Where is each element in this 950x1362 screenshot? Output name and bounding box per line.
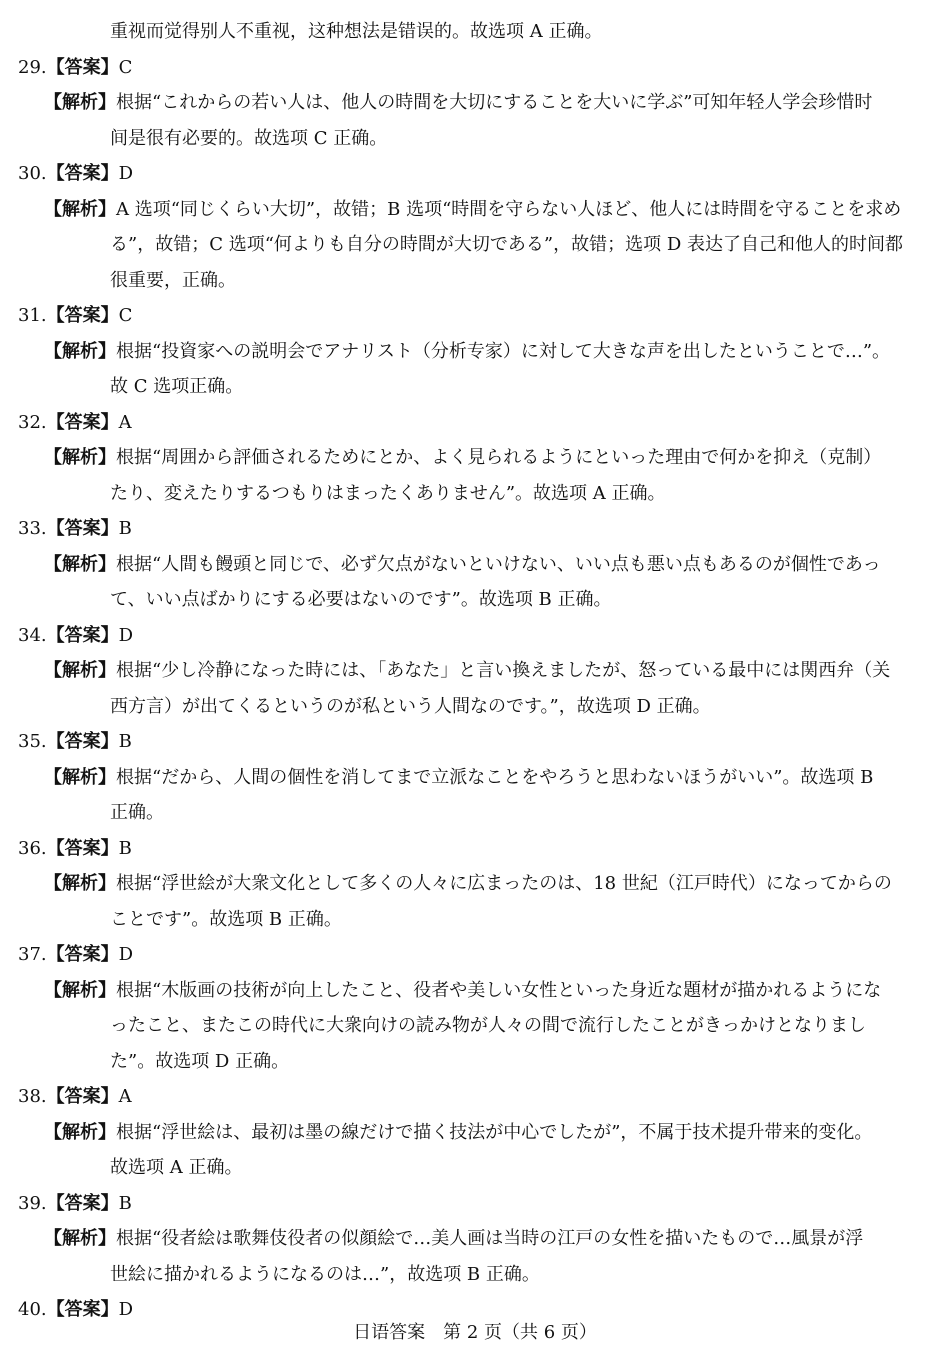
explanation-line [0, 866, 950, 902]
answer-line [0, 937, 950, 973]
answer-label: 【答案】 [46, 1192, 119, 1214]
answer-label: 【答案】 [46, 837, 119, 859]
answer-line [0, 1186, 950, 1222]
explanation-text: 根据“投資家への説明会でアナリスト（分析专家）に対して大きな声を出したということで…”。 [116, 340, 891, 362]
explanation-label: 【解析】 [44, 340, 116, 362]
explanation-text: 根据“人間も饅頭と同じで、必ず欠点がないといけない、いい点も悪い点もあるのが個性であっ [116, 553, 881, 575]
question-number: 30. [18, 163, 47, 184]
question-number: 34. [18, 624, 47, 646]
answer-choice: A [118, 1086, 132, 1107]
continuation-line: て、いい点ばかりにする必要はないのです”。故选项 B 正确。 [110, 589, 612, 610]
explanation-line [0, 85, 950, 121]
explanation-text: 根据“木版画の技術が向上したこと、役者や美しい女性といった身近な題材が描かれるようにな [116, 979, 882, 1001]
answer-line [0, 1079, 950, 1115]
continuation-line: ことです”。故选项 B 正确。 [110, 908, 342, 930]
explanation-label: 【解析】 [44, 1121, 116, 1143]
continuation-line: ったこと、またこの時代に大衆向けの読み物が人々の間で流行したことがきっかけとなりまし [110, 1015, 866, 1036]
answer-choice: B [118, 731, 132, 752]
explanation-label: 【解析】 [44, 979, 116, 1001]
explanation-text: 根据“浮世絵が大衆文化として多くの人々に広まったのは、18 世紀（江戸時代）になってからの [116, 873, 892, 894]
explanation-text: 根据“だから、人間の個性を消してまで立派なことをやろうと思わないほうがいい”。故选项 B [116, 766, 874, 788]
answer-line [0, 618, 950, 654]
answer-label: 【答案】 [46, 56, 119, 78]
answer-label: 【答案】 [46, 624, 119, 646]
explanation-text: 根据“周囲から評価されるためにとか、よく見られるようにといった理由で何かを抑え（克制） [116, 447, 882, 468]
continuation-line: る”，故错；C 选项“何よりも自分の時間が大切である”，故错；选项 D 表达了自己和他人的时间都 [110, 234, 903, 255]
continuation-line: 故选项 A 正确。 [110, 1157, 243, 1178]
continuation-line: 西方言）が出てくるというのが私という人間なのです。”，故选项 D 正确。 [110, 695, 711, 717]
explanation-line [0, 653, 950, 689]
explanation-text: 根据“これからの若い人は、他人の時間を大切にすることを大いに学ぶ”可知年轻人学会珍惜时 [116, 92, 873, 113]
question-number: 33. [18, 518, 47, 539]
answer-choice: D [118, 944, 134, 965]
question-number: 36. [18, 837, 47, 859]
explanation-label: 【解析】 [44, 766, 116, 788]
explanation-line [0, 192, 950, 228]
answer-choice: B [118, 837, 132, 859]
continuation-line: 世絵に描かれるようになるのは…”，故选项 B 正确。 [110, 1263, 540, 1285]
explanation-line [0, 440, 950, 476]
question-number: 35. [18, 731, 47, 752]
question-number: 37. [18, 944, 47, 965]
continuation-line: 很重要，正确。 [110, 269, 236, 291]
explanation-line [0, 973, 950, 1009]
answer-choice: D [118, 624, 134, 646]
explanation-line [0, 1221, 950, 1257]
answer-label: 【答案】 [46, 1086, 119, 1107]
continuation-line: 间是很有必要的。故选项 C 正确。 [110, 127, 388, 149]
answer-line [0, 511, 950, 547]
answer-label: 【答案】 [46, 1299, 119, 1320]
question-number: 29. [18, 56, 47, 78]
answer-choice: A [118, 411, 132, 433]
answer-label: 【答案】 [46, 163, 119, 184]
explanation-text: 根据“浮世絵は、最初は墨の線だけで描く技法が中心でしたが”，不属于技术提升带来的变化。 [116, 1121, 873, 1143]
page-footer: 日语答案 第 2 页（共 6 页） [353, 1322, 597, 1343]
question-number: 38. [18, 1086, 47, 1107]
answer-choice: D [118, 1299, 134, 1320]
explanation-label: 【解析】 [44, 92, 116, 113]
answer-label: 【答案】 [46, 518, 119, 539]
continuation-line: 正确。 [110, 802, 164, 823]
explanation-label: 【解析】 [44, 447, 116, 468]
answer-label: 【答案】 [46, 305, 119, 326]
explanation-line [0, 1115, 950, 1151]
question-number: 39. [18, 1192, 47, 1214]
answer-line [0, 724, 950, 760]
explanation-label: 【解析】 [44, 660, 116, 681]
answer-choice: B [118, 518, 132, 539]
explanation-text: A 选项“同じくらい大切”，故错；B 选项“時間を守らない人ほど、他人には時間を守ることを求め [116, 198, 902, 220]
question-number: 32. [18, 411, 47, 433]
continuation-line: た”。故选项 D 正确。 [110, 1050, 290, 1072]
answer-choice: B [118, 1192, 132, 1214]
answer-label: 【答案】 [46, 411, 119, 433]
explanation-text: 根据“役者絵は歌舞伎役者の似顔絵で…美人画は当時の江戸の女性を描いたもので…風景が浮 [116, 1228, 864, 1249]
continuation-line: 故 C 选项正确。 [110, 376, 244, 397]
question-number: 40. [18, 1299, 47, 1320]
answer-content [0, 14, 950, 1328]
continuation-line: 重视而觉得别人不重视，这种想法是错误的。故选项 A 正确。 [110, 21, 603, 42]
explanation-label: 【解析】 [44, 873, 116, 894]
answer-line [0, 831, 950, 867]
answer-label: 【答案】 [46, 944, 119, 965]
answer-line [0, 50, 950, 86]
explanation-label: 【解析】 [44, 553, 116, 575]
explanation-line [0, 334, 950, 370]
question-number: 31. [18, 305, 47, 326]
explanation-line [0, 547, 950, 583]
answer-line [0, 405, 950, 441]
continuation-line: たり、変えたりするつもりはまったくありません”。故选项 A 正确。 [110, 482, 666, 504]
answer-label: 【答案】 [46, 731, 119, 752]
answer-line [0, 298, 950, 334]
answer-line [0, 156, 950, 192]
explanation-label: 【解析】 [44, 198, 116, 220]
explanation-line [0, 760, 950, 796]
answer-choice: C [118, 56, 133, 78]
answer-choice: D [118, 163, 134, 184]
explanation-label: 【解析】 [44, 1228, 116, 1249]
answer-choice: C [118, 305, 133, 326]
explanation-text: 根据“少し冷静になった時には、「あなた」と言い換えましたが、怒っている最中には関西弁（关 [116, 660, 891, 681]
